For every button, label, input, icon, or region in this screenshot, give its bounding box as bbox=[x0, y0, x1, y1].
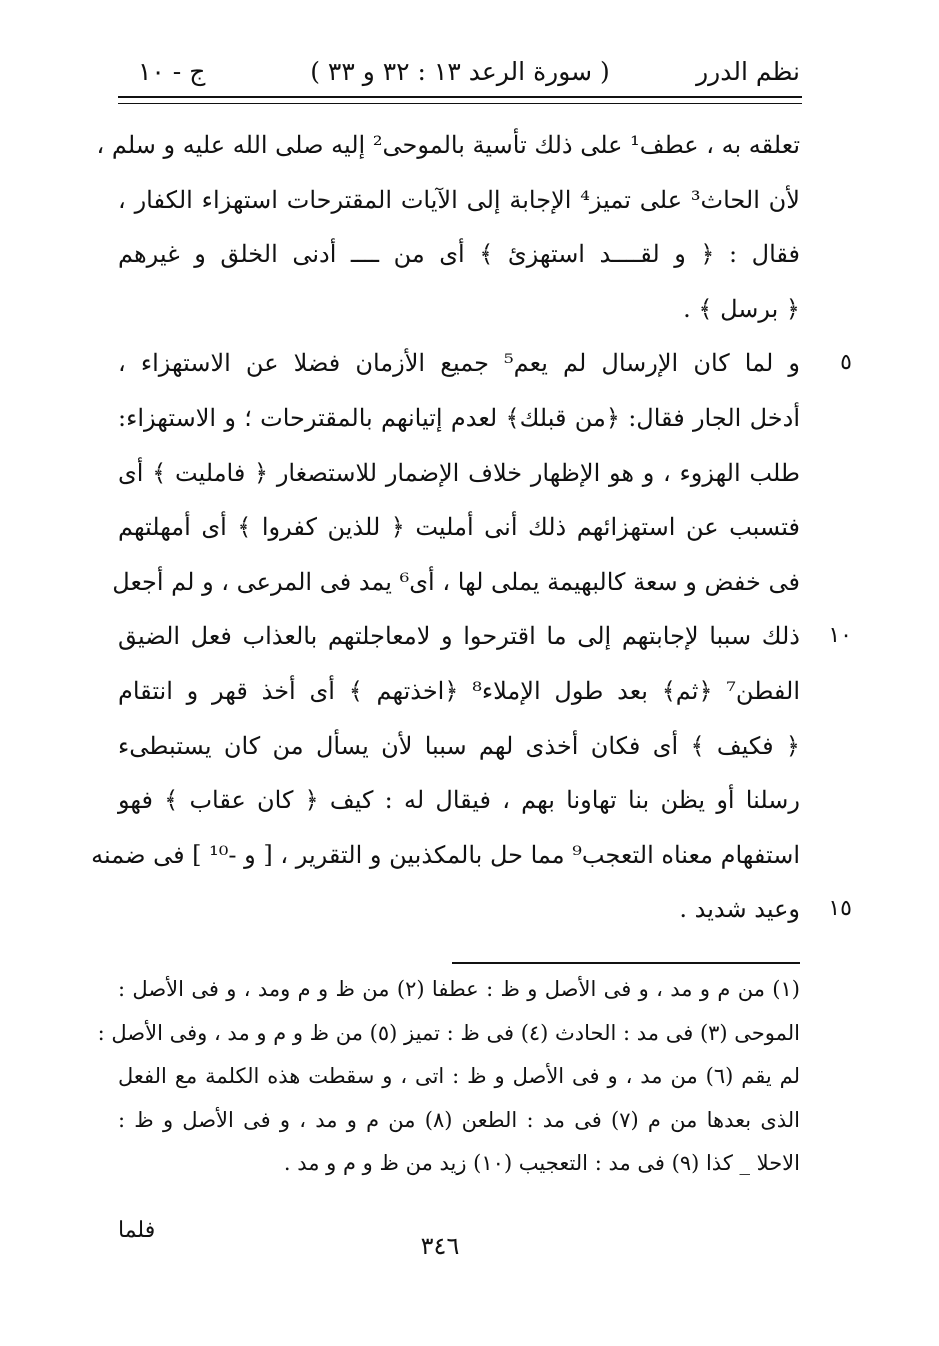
text-line bbox=[118, 773, 800, 828]
text-line bbox=[91, 828, 800, 883]
text-line bbox=[118, 391, 800, 446]
text-line bbox=[118, 609, 852, 664]
line-text: و لما كان الإرسال لم يعم⁵ جميع الأزمان فضلا عن الاستهزاء ، bbox=[118, 349, 800, 378]
line-text: لأن الحاث³ على تميز⁴ الإجابة إلى الآيات المقترحات استهزاء الكفار ، bbox=[118, 185, 800, 214]
footnote-line: الذى بعدها من م (٧) فى مد : الطعن (٨) من م و مد ، و فى الأصل و ظ : bbox=[118, 1107, 801, 1132]
text-line bbox=[118, 500, 800, 555]
line-text: استفهام معناه التعجب⁹ مما حل بالمكذبين و التقرير ، [ و -¹⁰ ] فى ضمنه bbox=[91, 840, 800, 869]
line-text: ﴿ فكيف ﴾ أى فكان أخذى لهم سببا لأن يسأل من كان يستبطىء bbox=[118, 731, 800, 760]
line-text: ذلك سببا لإجابتهم إلى ما اقترحوا و لامعاجلتهم بالعذاب فعل الضيق bbox=[118, 622, 800, 651]
line-text: تعلقه به ، عطف¹ على ذلك تأسية بالموحى² إليه صلى الله عليه و سلم ، bbox=[96, 131, 800, 159]
book-title: نظم الدرر bbox=[696, 57, 800, 86]
line-text: ﴿ برسل ﴾ . bbox=[683, 294, 800, 323]
text-line bbox=[118, 282, 800, 337]
line-text: الفطن⁷ ﴿ثم﴾ بعد طول الإملاء⁸ ﴿اخذتهم ﴾ أى أخذ قهر و انتقام bbox=[118, 676, 800, 705]
footnote-separator bbox=[452, 962, 800, 964]
volume-number: ج - ١٠ bbox=[138, 57, 206, 86]
catchword: فلما bbox=[118, 1218, 156, 1243]
line-number: ٥ bbox=[840, 350, 852, 376]
footnotes bbox=[97, 968, 801, 1186]
line-text: فقال : ﴿ و لقــــد استهزئ ﴾ أى من ــــ أدنى الخلق و غيرهم bbox=[118, 240, 800, 269]
main-text bbox=[91, 118, 852, 937]
text-line bbox=[96, 118, 800, 173]
text-line bbox=[118, 446, 800, 501]
footnote-line: الاحلا _ كذا (٩) فى مد : التعجيب (١٠) زيد من ظ و م و مد . bbox=[283, 1151, 800, 1175]
text-line bbox=[118, 882, 852, 937]
line-text: أدخل الجار فقال: ﴿من قبلك﴾ لعدم إتيانهم بالمقترحات ؛ و الاستهزاء: bbox=[118, 403, 800, 432]
line-text: رسلنا أو يظن بنا تهاونا بهم ، فيقال له : كيف ﴿ كان عقاب ﴾ فهو bbox=[118, 786, 800, 815]
line-text: فى خفض و سعة كالبهيمة يملى لها ، أى⁶ يمد فى المرعى ، و لم أجعل bbox=[112, 567, 800, 596]
text-line bbox=[118, 664, 800, 719]
text-line bbox=[118, 719, 800, 774]
line-text: وعيد شديد . bbox=[679, 895, 800, 924]
line-text: طلب الهزوء ، و هو الإظهار خلاف الإضمار للاستصغار ﴿ فامليت ﴾ أى bbox=[118, 458, 800, 487]
text-line bbox=[118, 173, 800, 228]
header-rule bbox=[118, 96, 802, 104]
line-number: ١٥ bbox=[828, 896, 852, 922]
footnote-line: (١) من م و مد ، و فى الأصل و ظ : عطفا (٢) من ظ و م ومد ، و فى الأصل : bbox=[118, 977, 800, 1001]
text-line bbox=[118, 227, 800, 282]
running-header bbox=[120, 52, 800, 92]
line-text: فتسبب عن استهزائهم ذلك أنى أمليت ﴿ للذين كفروا ﴾ أى أمهلتهم bbox=[118, 513, 800, 542]
page-number: ٣٤٦ bbox=[420, 1232, 460, 1260]
text-line bbox=[112, 555, 800, 610]
surah-reference: ( سورة الرعد ١٣ : ٣٢ و ٣٣ ) bbox=[310, 57, 610, 86]
text-line bbox=[118, 336, 852, 391]
footnote-line: الموحى (٣) فى مد : الحادث (٤) فى ظ : تميز (٥) من ظ و م و مد ، وفى الأصل : bbox=[97, 1020, 800, 1045]
footnote-line: لم يقم (٦) من مد ، و فى الأصل و ظ : اتى ، و سقطت هذه الكلمة مع الفعل bbox=[118, 1064, 800, 1088]
line-number: ١٠ bbox=[828, 623, 852, 649]
